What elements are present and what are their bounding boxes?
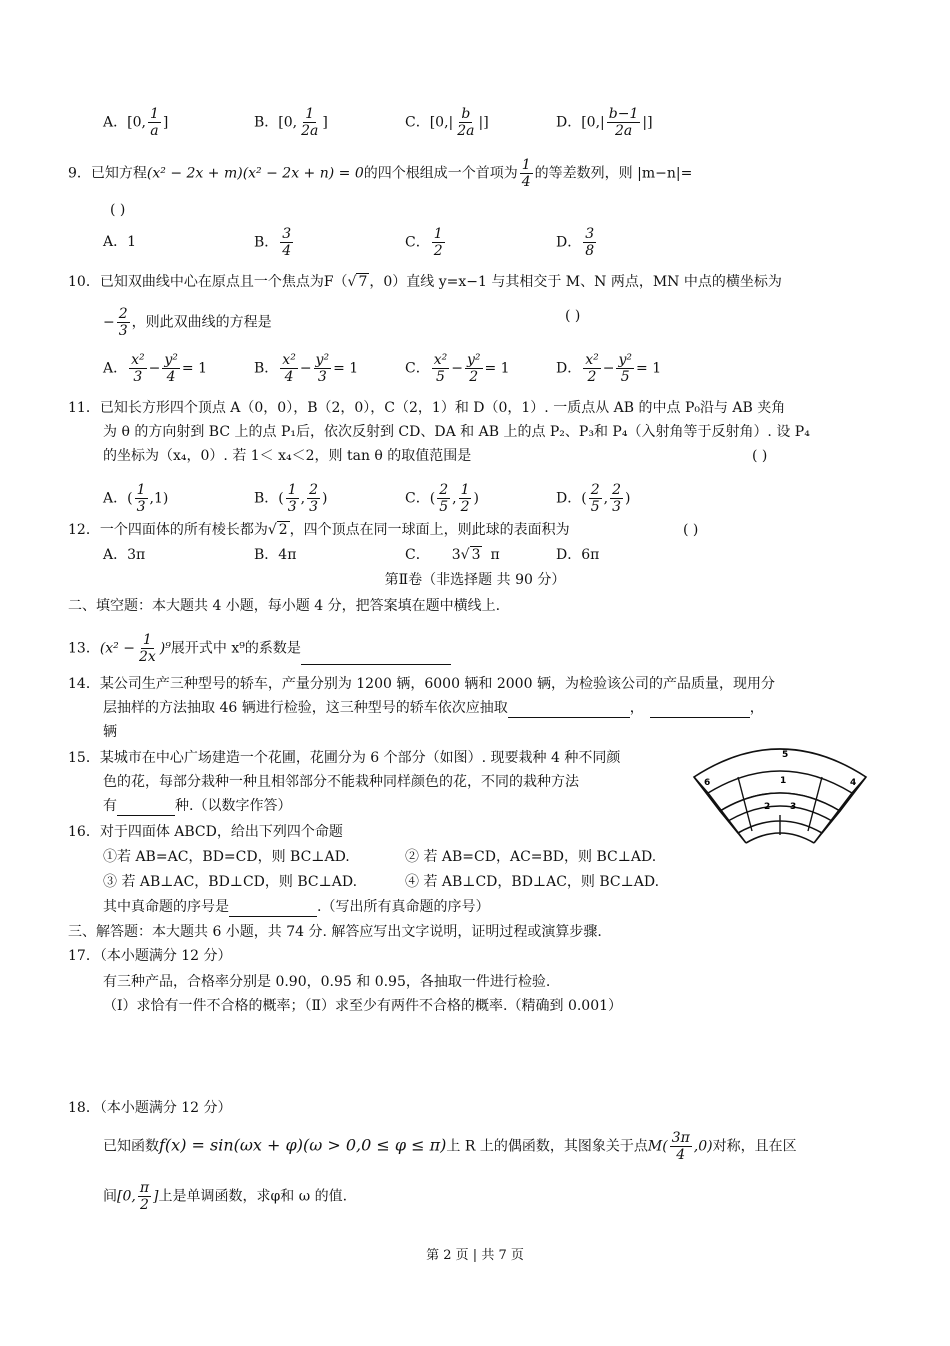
section3-heading: 三、解答题：本大题共 6 小题，共 74 分. 解答应写出文字说明，证明过程或演算步骤. — [68, 924, 602, 940]
q8-d-end: |] — [642, 114, 653, 131]
q10-d-frac1 — [583, 352, 601, 385]
q10-a-minus: − — [148, 360, 161, 377]
q18-interval-frac — [138, 1180, 151, 1213]
q11-c-frac2 — [459, 482, 472, 515]
q10-c-n1: x² — [433, 352, 448, 368]
q9-prefix: 9．已知方程 — [68, 165, 147, 182]
q11-c-d2: 2 — [460, 499, 470, 515]
q12-c-sqrt: 3 — [471, 547, 481, 563]
q10-line2-text: ，则此双曲线的方程是 — [131, 314, 272, 331]
q8-c-frac — [455, 106, 476, 139]
q9-stem — [68, 157, 692, 190]
q9-middle: 的四个根组成一个首项为 — [363, 165, 518, 182]
q11-option-c — [405, 482, 479, 515]
q13-stem — [68, 632, 451, 665]
q10-option-a — [103, 352, 207, 385]
q10-b-frac1 — [280, 352, 298, 385]
q14-comma-1: ， — [629, 700, 644, 716]
q8-d-text: D．[0,| — [556, 114, 605, 131]
q16-last-b: .（写出所有真命题的序号） — [317, 899, 490, 915]
q11-a-d: 3 — [136, 499, 146, 515]
q11-c-end: ) — [473, 490, 479, 507]
q16-proposition-2: ② 若 AB=CD，AC=BD，则 BC⊥AD. — [405, 849, 657, 865]
q10-c-d2: 2 — [469, 369, 479, 385]
q9-c-num: 1 — [433, 226, 443, 242]
q8-a-num: 1 — [149, 106, 159, 122]
q11-d-text: D．( — [556, 490, 587, 507]
q10-option-d — [556, 352, 661, 385]
q9-d-num: 3 — [585, 226, 595, 242]
section2-heading: 二、填空题：本大题共 4 小题，每小题 4 分，把答案填在题中横线上. — [68, 598, 501, 614]
part2-title: 第Ⅱ卷（非选择题 共 90 分） — [384, 572, 566, 588]
q17-line1: 有三种产品，合格率分别是 0.90，0.95 和 0.95，各抽取一件进行检验. — [103, 974, 551, 990]
q9-b-frac — [280, 226, 293, 259]
q11-c-d1: 5 — [439, 499, 449, 515]
q8-d-frac — [607, 106, 641, 139]
q9-equation: (x² − 2x + m)(x² − 2x + n) = 0 — [146, 165, 364, 182]
q16-proposition-4: ④ 若 AB⊥CD，BD⊥AC，则 BC⊥AD. — [405, 874, 660, 890]
q10-line1 — [68, 272, 782, 292]
page-footer: 第 2 页 | 共 7 页 — [426, 1248, 524, 1263]
q12-option-d: D．6π — [556, 547, 600, 563]
q12-option-b: B．4π — [254, 547, 297, 563]
q14-line2 — [103, 698, 764, 718]
q10-answer-paren: ( ) — [565, 308, 581, 324]
q14-blank-2[interactable] — [650, 701, 750, 718]
q11-option-a — [103, 482, 168, 515]
q11-line1: 11．已知长方形四个顶点 A（0，0），B（2，0），C（2，1）和 D（0，1）. 一质点从 AB 的中点 P₀沿与 AB 夹角 — [68, 400, 786, 416]
q10-d-frac2 — [616, 352, 634, 385]
q10-c-d1: 5 — [436, 369, 445, 385]
q11-c-n1: 2 — [439, 482, 449, 498]
q10-a-eq: = 1 — [181, 360, 207, 377]
q12-option-a: A．3π — [103, 547, 146, 563]
q10-a-d2: 4 — [166, 369, 176, 385]
q10-b-minus: − — [299, 360, 312, 377]
flower-bed-diagram — [690, 735, 870, 847]
q8-a-frac — [148, 106, 161, 139]
q8-b-den: 2a — [301, 123, 319, 139]
q11-a-frac — [135, 482, 148, 515]
q10-d-d1: 2 — [587, 369, 597, 385]
q8-option-b — [254, 106, 328, 139]
q11-answer-paren: ( ) — [752, 448, 768, 464]
q9-c-den: 2 — [433, 243, 443, 259]
q10-a-d1: 3 — [133, 369, 143, 385]
diagram-label-5: 5 — [782, 750, 789, 760]
q8-c-den: 2a — [457, 123, 475, 139]
q18-line1-a: 已知函数 — [103, 1138, 159, 1155]
q18-line1-c: 对称，且在区 — [712, 1138, 797, 1155]
q18-line2-b: 上是单调函数，求φ和 ω 的值. — [158, 1188, 348, 1205]
q10-a-text: A． — [103, 360, 128, 377]
q18-m-frac — [670, 1130, 692, 1163]
q11-d-d1: 5 — [590, 499, 600, 515]
q16-last-line — [103, 897, 489, 917]
q13-answer-blank[interactable] — [301, 648, 451, 665]
q10-line1-b: ，0）直线 y=x−1 与其相交于 M、N 两点，MN 中点的横坐标为 — [369, 274, 782, 290]
q9-option-b — [254, 226, 295, 259]
q9-b-den: 4 — [282, 243, 292, 259]
q17-title: 17．（本小题满分 12 分） — [68, 948, 232, 964]
q12-answer-paren: ( ) — [683, 522, 699, 538]
q18-function: f(x) = sin(ωx + φ)(ω > 0,0 ≤ φ ≤ π) — [159, 1135, 447, 1155]
q9-frac-den: 4 — [521, 174, 531, 190]
q18-line1 — [103, 1130, 797, 1163]
q18-interval-num: π — [139, 1180, 150, 1196]
q8-d-den: 2a — [614, 123, 633, 139]
q10-b-text: B． — [254, 360, 279, 377]
q10-c-frac1 — [432, 352, 450, 385]
q18-title: 18．（本小题满分 12 分） — [68, 1100, 232, 1116]
q15-line2: 色的花，每部分栽种一种且相邻部分不能栽种同样颜色的花，不同的栽种方法 — [103, 774, 579, 790]
q10-b-n2: y² — [315, 352, 330, 368]
q16-proposition-1: ①若 AB=AC，BD=CD，则 BC⊥AD. — [103, 849, 350, 865]
q11-a-n: 1 — [136, 482, 146, 498]
q10-d-n1: x² — [585, 352, 599, 368]
q10-d-eq: = 1 — [636, 360, 662, 377]
q9-option-a: A．1 — [103, 234, 137, 250]
q12-stem — [68, 520, 570, 540]
q10-a-n2: y² — [164, 352, 178, 368]
q10-b-d1: 4 — [284, 369, 294, 385]
q10-c-minus: − — [451, 360, 463, 377]
sqrt-symbol: √ — [347, 274, 357, 290]
q15-line3-a: 有 — [103, 798, 117, 814]
q13-suffix: 展开式中 x⁹的系数是 — [170, 640, 301, 657]
q15-line3 — [103, 796, 291, 816]
q18-line2-a: 间 — [103, 1188, 117, 1205]
q10-d-d2: 5 — [620, 369, 630, 385]
q14-blank-1[interactable] — [508, 701, 630, 718]
q10-d-n2: y² — [618, 352, 633, 368]
q11-option-b — [254, 482, 328, 515]
q10-a-n1: x² — [131, 352, 145, 368]
diagram-label-2: 2 — [764, 802, 771, 812]
q11-c-frac1 — [437, 482, 450, 515]
q10-sqrt7: 7 — [358, 274, 368, 290]
q8-c-end: |] — [478, 114, 489, 131]
q9-option-c — [405, 226, 447, 259]
q11-d-n1: 2 — [590, 482, 600, 498]
q9-c-frac — [432, 226, 445, 259]
q18-interval-den: 2 — [139, 1197, 149, 1213]
q10-a-frac2 — [162, 352, 180, 385]
q8-b-end: ] — [322, 114, 328, 131]
q16-line1: 16．对于四面体 ABCD，给出下列四个命题 — [68, 824, 343, 840]
q9-b-num: 3 — [282, 226, 292, 242]
q12-text-a: 12．一个四面体的所有棱长都为 — [68, 522, 268, 538]
q13-expr-a: (x² − — [99, 640, 135, 657]
q10-b-d2: 3 — [317, 369, 327, 385]
q12-sqrt2: 2 — [278, 522, 288, 538]
q8-a-den: a — [150, 123, 159, 139]
q11-d-comma: , — [603, 490, 609, 507]
q11-b-n1: 1 — [287, 482, 297, 498]
q10-b-eq: = 1 — [333, 360, 359, 377]
q18-interval-a: [0, — [117, 1188, 136, 1205]
q11-a-text: A．( — [103, 490, 133, 507]
q14-line3: 辆 — [103, 724, 117, 740]
q16-answer-blank[interactable] — [229, 900, 317, 917]
q11-d-frac2 — [610, 482, 623, 515]
q9-suffix: 的等差数列，则 |m−n|= — [534, 165, 693, 182]
q11-d-d2: 3 — [612, 499, 621, 515]
q10-option-c — [405, 352, 510, 385]
q15-line3-b: 种.（以数字作答） — [175, 798, 292, 814]
q8-c-text: C．[0,| — [405, 114, 454, 131]
q16-proposition-3: ③ 若 AB⊥AC，BD⊥CD，则 BC⊥AD. — [103, 874, 358, 890]
q12-c-prefix: C． — [405, 547, 430, 563]
q14-line2-text: 层抽样的方法抽取 46 辆进行检验，这三种型号的轿车依次应抽取 — [103, 700, 508, 716]
q11-b-n2: 2 — [309, 482, 319, 498]
q11-option-d — [556, 482, 630, 515]
q8-option-c — [405, 106, 489, 139]
q10-frac-num: 2 — [118, 306, 128, 322]
q14-comma-2: ， — [749, 700, 764, 716]
q18-m-end: ,0) — [693, 1138, 713, 1155]
q18-point-m: M( — [647, 1138, 668, 1155]
q11-b-comma: , — [300, 490, 306, 507]
q12-c-pi: π — [490, 547, 500, 563]
q10-frac-den: 3 — [118, 323, 128, 339]
q9-c-text: C． — [405, 234, 430, 251]
q17-line2: （Ⅰ）求恰有一件不合格的概率；（Ⅱ）求至少有两件不合格的概率.（精确到 0.001） — [103, 998, 623, 1014]
q12-option-c — [405, 545, 500, 565]
q9-answer-paren: ( ) — [110, 202, 126, 218]
q18-m-num: 3π — [671, 1130, 690, 1146]
q9-d-frac — [583, 226, 596, 259]
q8-a-end: ] — [162, 114, 169, 131]
q10-a-frac1 — [129, 352, 147, 385]
q10-c-n2: y² — [466, 352, 481, 368]
q9-d-text: D． — [556, 234, 582, 251]
q18-m-den: 4 — [676, 1147, 686, 1163]
q11-line3: 的坐标为（x₄，0）. 若 1＜ x₄＜2，则 tan θ 的取值范围是 — [103, 448, 472, 464]
q11-b-d2: 3 — [309, 499, 319, 515]
q8-option-d — [556, 106, 653, 139]
q11-line2: 为 θ 的方向射到 BC 上的点 P₁后，依次反射到 CD、DA 和 AB 上的点 P₂、P₃和 P₄（入射角等于反射角）. 设 P₄ — [103, 424, 810, 440]
q12-c-coef: 3 — [451, 547, 461, 563]
q10-c-frac2 — [465, 352, 483, 385]
q9-option-d — [556, 226, 598, 259]
q18-line2 — [103, 1180, 347, 1213]
q10-c-text: C． — [405, 360, 430, 377]
q13-prefix: 13． — [68, 640, 100, 657]
q11-b-end: ) — [322, 490, 328, 507]
q10-d-minus: − — [602, 360, 615, 377]
q13-expr-b: )⁹ — [159, 640, 171, 657]
q11-d-frac1 — [589, 482, 602, 515]
q11-c-text: C．( — [405, 490, 436, 507]
q8-b-num: 1 — [305, 106, 315, 122]
q8-d-num: b−1 — [608, 106, 639, 122]
q8-c-num: b — [461, 106, 471, 122]
q8-a-text: A．[0, — [103, 114, 146, 131]
q9-b-text: B． — [254, 234, 279, 251]
diagram-label-4: 4 — [850, 778, 857, 788]
q10-line2 — [103, 306, 272, 339]
q10-line1-a: 10．已知双曲线中心在原点且一个焦点为F（ — [68, 274, 348, 290]
q11-a-end: ,1) — [149, 490, 169, 507]
diagram-label-1: 1 — [780, 776, 787, 786]
q8-option-a — [103, 106, 168, 139]
q11-d-n2: 2 — [612, 482, 621, 498]
q13-frac-num: 1 — [142, 632, 152, 648]
sqrt-symbol: √ — [267, 522, 277, 538]
q10-c-eq: = 1 — [484, 360, 510, 377]
diagram-label-6: 6 — [704, 778, 711, 788]
q10-neg: − — [103, 314, 115, 331]
q13-frac — [137, 632, 158, 665]
q18-interval-b: ] — [153, 1188, 159, 1205]
q9-frac-num: 1 — [521, 157, 531, 173]
q11-d-end: ) — [624, 490, 631, 507]
q14-line1: 14．某公司生产三种型号的轿车，产量分别为 1200 辆，6000 辆和 2000 辆，为检验该公司的产品质量，现用分 — [68, 676, 775, 692]
q8-b-text: B．[0, — [254, 114, 298, 131]
q15-answer-blank[interactable] — [117, 799, 175, 816]
q11-b-frac2 — [307, 482, 320, 515]
q18-line1-b: 上 R 上的偶函数，其图象关于点 — [446, 1138, 648, 1155]
q10-option-b — [254, 352, 358, 385]
diagram-label-3: 3 — [790, 802, 797, 812]
q9-frac — [520, 157, 533, 190]
q11-b-frac1 — [286, 482, 299, 515]
q12-text-b: ，四个顶点在同一球面上，则此球的表面积为 — [289, 522, 570, 538]
q8-b-frac — [299, 106, 320, 139]
sqrt-symbol: √ — [460, 547, 470, 563]
q11-b-d1: 3 — [287, 499, 297, 515]
q10-d-text: D． — [556, 360, 582, 377]
q11-c-n2: 1 — [460, 482, 470, 498]
q11-c-comma: , — [452, 490, 457, 507]
q13-frac-den: 2x — [138, 649, 156, 665]
q10-frac — [117, 306, 130, 339]
q11-b-text: B．( — [254, 490, 284, 507]
q16-last-a: 其中真命题的序号是 — [103, 899, 229, 915]
q10-b-frac2 — [314, 352, 332, 385]
q10-b-n1: x² — [282, 352, 296, 368]
q15-line1: 15．某城市在中心广场建造一个花圃，花圃分为 6 个部分（如图）. 现要栽种 4 种不同颜 — [68, 750, 621, 766]
q9-d-den: 8 — [585, 243, 595, 259]
